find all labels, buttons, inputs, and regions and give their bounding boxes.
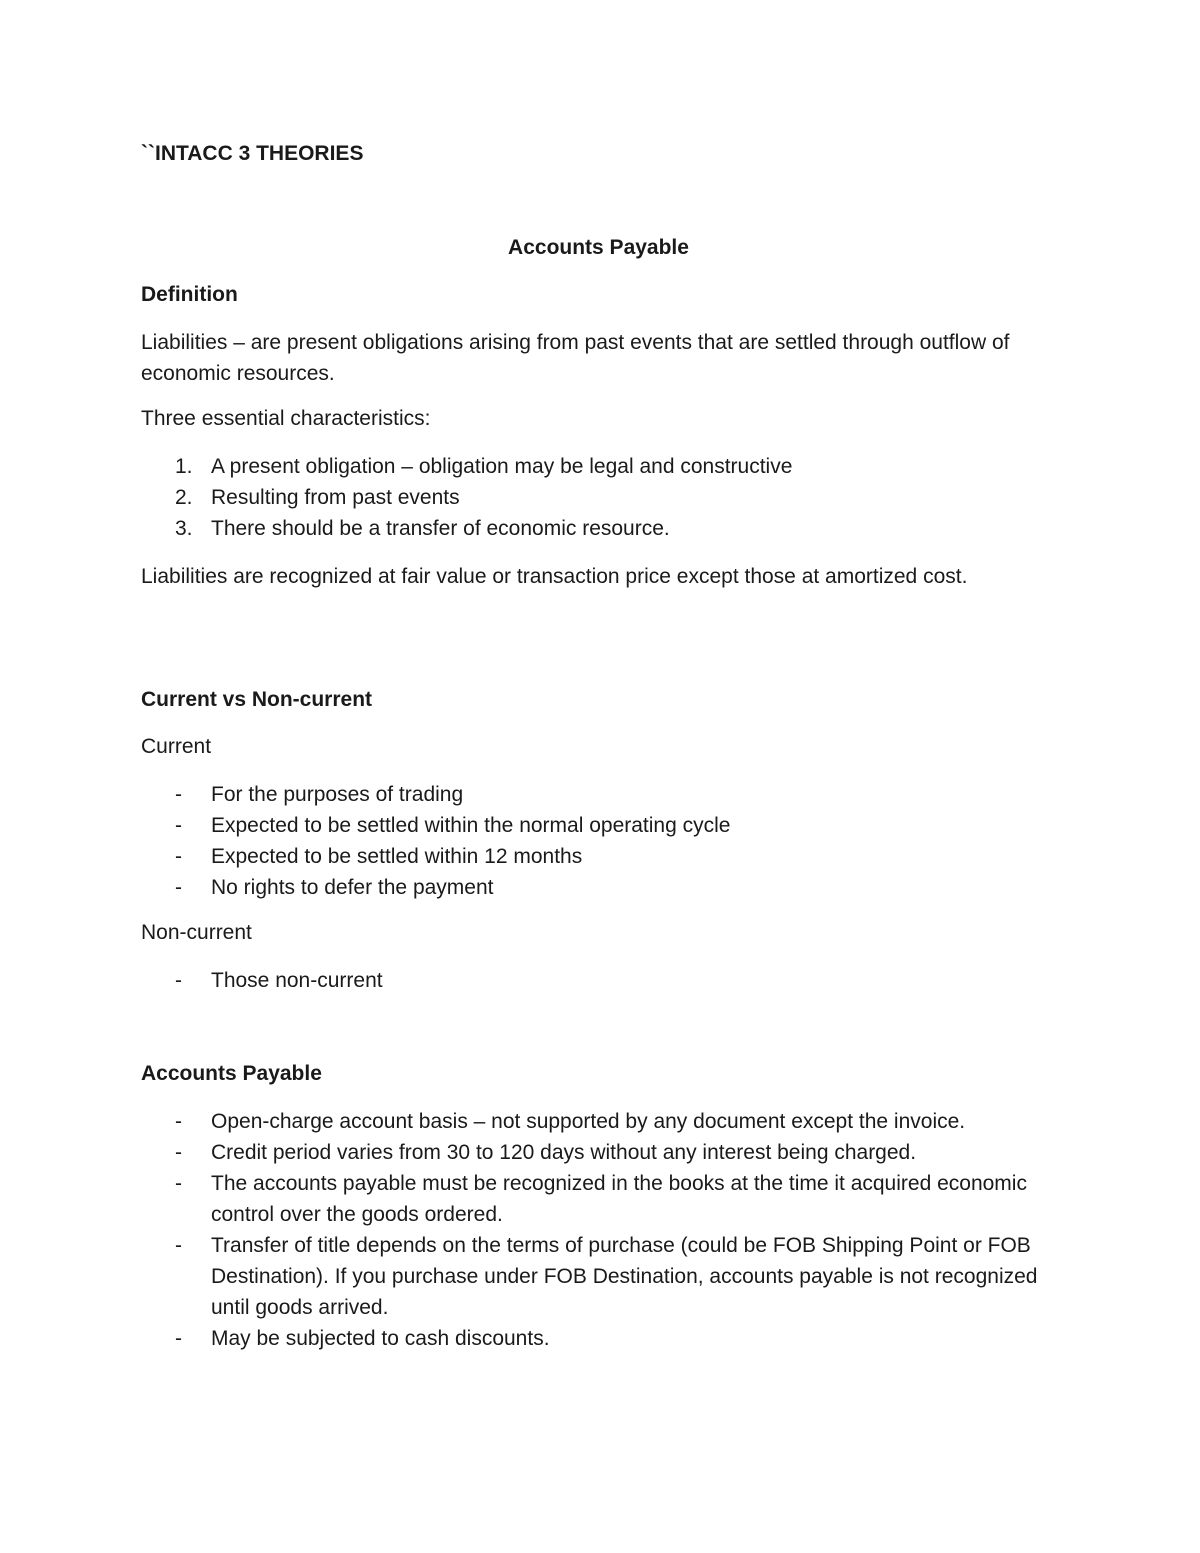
- list-item-text: Those non-current: [211, 969, 383, 992]
- section-title: Accounts Payable: [508, 236, 689, 259]
- list-item-text: For the purposes of trading: [211, 783, 464, 806]
- list-item: [141, 482, 1071, 513]
- characteristics-intro: Three essential characteristics:: [141, 407, 431, 430]
- list-item: [141, 513, 1071, 544]
- list-item-text: There should be a transfer of economic resource.: [211, 517, 670, 540]
- bullet-dash: -: [175, 1141, 182, 1164]
- list-item: [141, 1106, 1071, 1137]
- list-item-text: May be subjected to cash discounts.: [211, 1327, 550, 1350]
- current-label: Current: [141, 735, 212, 758]
- bullet-dash: -: [175, 1327, 182, 1350]
- bullet-dash: -: [175, 1172, 182, 1195]
- list-item-text: A present obligation – obligation may be legal and constructive: [211, 455, 793, 478]
- noncurrent-list: [141, 965, 1071, 996]
- list-item-text: Expected to be settled within the normal operating cycle: [211, 814, 731, 837]
- accounts-payable-heading: Accounts Payable: [141, 1062, 322, 1085]
- bullet-dash: -: [175, 969, 182, 992]
- list-number: 1.: [175, 455, 193, 478]
- list-item-text: Transfer of title depends on the terms of purchase (could be FOB Shipping Point or FOB Destination). If you purchase under FOB Destination, accounts payable is not recognized until goods arrived.: [211, 1234, 1038, 1319]
- list-item-text: Credit period varies from 30 to 120 days without any interest being charged.: [211, 1141, 917, 1164]
- accounts-payable-list: [141, 1106, 1071, 1354]
- list-item: [141, 779, 1071, 810]
- list-item-text: Open-charge account basis – not supported by any document except the invoice.: [211, 1110, 966, 1133]
- list-number: 2.: [175, 486, 193, 509]
- list-item: [141, 841, 1071, 872]
- list-item-text: The accounts payable must be recognized in the books at the time it acquired economic control over the goods ordered.: [211, 1172, 1027, 1226]
- liabilities-definition: Liabilities – are present obligations arising from past events that are settled through outflow of economic resources.: [141, 331, 1010, 385]
- recognition-paragraph: Liabilities are recognized at fair value or transaction price except those at amortized cost.: [141, 565, 968, 588]
- list-item: [141, 451, 1071, 482]
- bullet-dash: -: [175, 783, 182, 806]
- definition-heading: Definition: [141, 283, 238, 306]
- document-title: ``INTACC 3 THEORIES: [141, 142, 364, 165]
- bullet-dash: -: [175, 845, 182, 868]
- current-vs-noncurrent-heading: Current vs Non-current: [141, 688, 373, 711]
- list-item-text: Resulting from past events: [211, 486, 460, 509]
- list-item: [141, 1168, 1071, 1230]
- bullet-dash: -: [175, 1234, 182, 1257]
- list-item: [141, 1323, 1071, 1354]
- list-item: [141, 872, 1071, 903]
- list-item: [141, 1230, 1071, 1323]
- list-item: [141, 965, 1071, 996]
- characteristics-list: [141, 451, 1071, 544]
- bullet-dash: -: [175, 876, 182, 899]
- noncurrent-label: Non-current: [141, 921, 252, 944]
- list-item-text: No rights to defer the payment: [211, 876, 494, 899]
- current-list: [141, 779, 1071, 903]
- list-item: [141, 1137, 1071, 1168]
- list-item: [141, 810, 1071, 841]
- list-item-text: Expected to be settled within 12 months: [211, 845, 583, 868]
- bullet-dash: -: [175, 814, 182, 837]
- bullet-dash: -: [175, 1110, 182, 1133]
- list-number: 3.: [175, 517, 193, 540]
